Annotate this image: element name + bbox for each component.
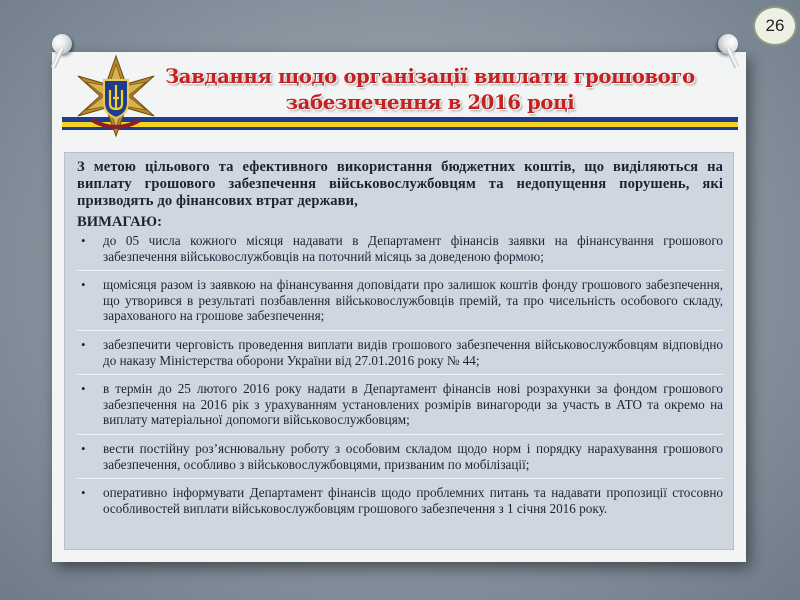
bullet-icon: • [81,381,86,397]
list-item [77,277,723,331]
list-item [77,233,723,271]
bullet-icon: • [81,233,86,248]
list-item-text: забезпечити черговість проведення виплати видів грошового забезпечення військовослужбовцям відповідно до наказу Міністерства оборони України від 27.01.2016 року № 44; [103,336,723,368]
flag-stripe-blue-bottom [62,127,738,130]
demand-heading: ВИМАГАЮ: [77,214,162,230]
slide-number-badge [753,6,797,46]
intro-paragraph: З метою цільового та ефективного використання бюджетних коштів, що виділяються на виплату грошового забезпечення військовослужбовцям та недопущення порушень, які призводять до фінансових втрат держави, [77,159,723,209]
list-item-text: оперативно інформувати Департамент фінансів щодо проблемних питань та надавати пропозиції стосовно особливостей виплати військовослужбовцям грошового забезпечення з 1 січня 2016 року. [103,485,723,516]
list-item-text: до 05 числа кожного місяця надавати в Департамент фінансів заявки на фінансування грошового забезпечення військовослужбовців на поточний місяць за доведеною формою; [103,233,723,264]
content-box [64,152,734,550]
list-item [77,381,723,435]
list-item [77,337,723,375]
content-text [77,159,723,528]
list-item-text: в термін до 25 лютого 2016 року надати в Департамент фінансів нові розрахунки за фондом грошового забезпечення на 2016 рік з урахуванням установлених розмірів винагороди за участь в АТО та окремо на виплату матеріальної допомоги військовослужбовцям; [103,381,723,428]
list-item-text: щомісяця разом із заявкою на фінансування доповідати про залишок коштів фонду грошового забезпечення, що утворився в результаті позбавлення військовослужбовців премій, та про чисельність особового складу, зарахованого на грошове забезпечення; [103,277,723,324]
bullet-icon: • [81,277,86,293]
title-line-2: забезпечення в 2016 році [285,91,575,114]
list-item [77,485,723,522]
requirements-list [77,233,723,522]
bullet-icon: • [81,485,86,501]
list-item [77,441,723,479]
bullet-icon: • [81,336,86,352]
page-title [130,64,730,116]
slide-number: 26 [765,16,785,35]
bullet-icon: • [81,440,86,456]
list-item-text: вести постійну роз’яснювальну роботу з особовим складом щодо норм і порядку нарахування грошового забезпечення, особливо з військовослужбовцями, призваним по мобілізації; [103,440,723,472]
title-line-1: Завдання щодо організації виплати грошового [165,65,695,88]
